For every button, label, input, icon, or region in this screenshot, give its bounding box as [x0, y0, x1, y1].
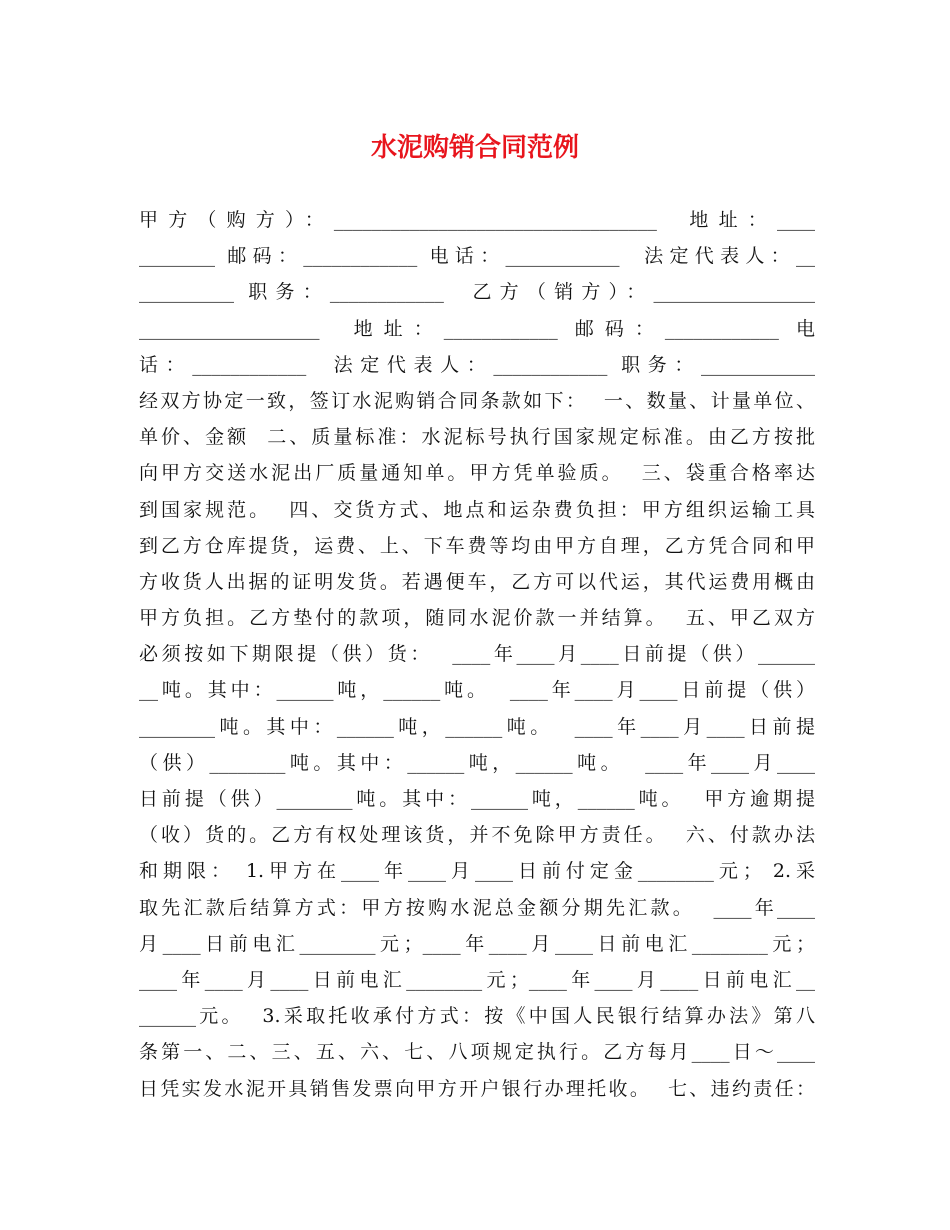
body-line: ________吨。其中：______吨，______吨。 ____年____月____日前提	[139, 715, 815, 738]
body-line: ______元。 3.采取托收承付方式：按《中国人民银行结算办法》第八	[139, 1005, 815, 1028]
body-line: __________ 职务：____________ 乙方（销方）：_________________	[139, 281, 815, 304]
body-line: （供）________吨。其中：______吨，______吨。 ____年____月____	[139, 751, 815, 774]
contract-body	[139, 202, 815, 1107]
body-line: ____年____月____日前电汇________元；____年____月____日前电汇__	[139, 968, 815, 991]
body-line: 经双方协定一致，签订水泥购销合同条款如下： 一、数量、计量单位、	[139, 389, 815, 412]
body-line: ________ 邮码：____________ 电话：____________ 法定代表人：__	[139, 245, 815, 268]
body-line: 话：____________ 法定代表人：____________ 职务：____________	[139, 353, 815, 376]
body-line: ___________________ 地址：____________ 邮码：____________ 电	[139, 317, 815, 340]
body-line: 必须按如下期限提（供）货： ____年____月____日前提（供）______	[139, 643, 815, 666]
body-line: 到乙方仓库提货，运费、上、下车费等均由甲方自理，乙方凭合同和甲	[139, 534, 815, 557]
body-line: 甲方（购方）：__________________________________ 地址：____	[139, 209, 815, 231]
body-line: 和期限： 1.甲方在____年____月____日前付定金________元； 2.采	[139, 860, 815, 883]
document-title: 水泥购销合同范例	[370, 133, 579, 163]
body-line: 单价、金额 二、质量标准：水泥标号执行国家规定标准。由乙方按批	[139, 426, 815, 449]
body-line: 向甲方交送水泥出厂质量通知单。甲方凭单验质。 三、袋重合格率达	[139, 462, 815, 485]
body-line: （收）货的。乙方有权处理该货，并不免除甲方责任。 六、付款办法	[139, 824, 815, 847]
body-line: 甲方负担。乙方垫付的款项，随同水泥价款一并结算。 五、甲乙双方	[139, 607, 815, 630]
body-line: __吨。其中：______吨，______吨。 ____年____月____日前提（供）	[139, 679, 815, 702]
body-line: 条第一、二、三、五、六、七、八项规定执行。乙方每月____日～____	[139, 1041, 815, 1064]
body-line: 取先汇款后结算方式：甲方按购水泥总金额分期先汇款。 ____年____	[139, 896, 815, 919]
body-line: 到国家规范。 四、交货方式、地点和运杂费负担：甲方组织运输工具	[139, 498, 815, 521]
body-line: 方收货人出据的证明发货。若遇便车，乙方可以代运，其代运费用概由	[139, 570, 815, 593]
body-line: 日凭实发水泥开具销售发票向甲方开户银行办理托收。 七、违约责任：	[139, 1077, 815, 1100]
body-line: 月____日前电汇________元；____年____月____日前电汇________元；	[139, 932, 815, 955]
body-line: 日前提（供）________吨。其中：______吨，______吨。 甲方逾期提	[139, 788, 815, 810]
